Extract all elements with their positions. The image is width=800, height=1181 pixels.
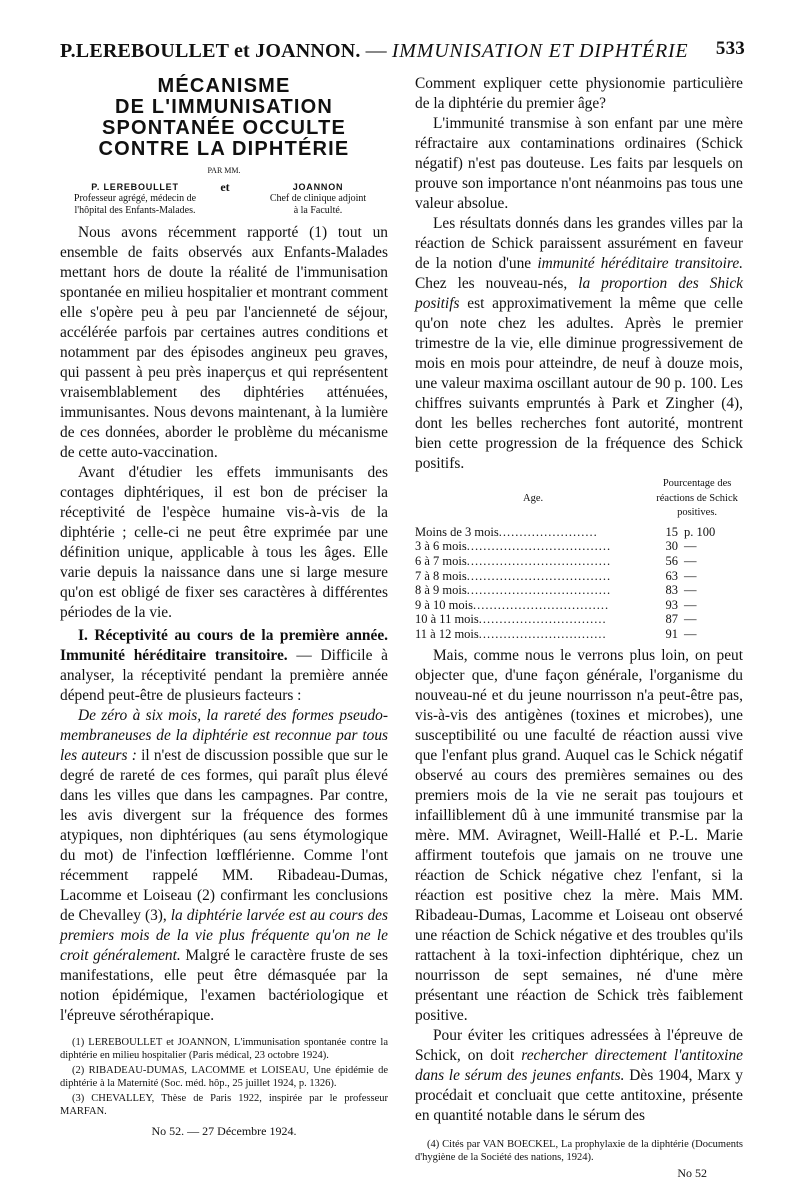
issue-line: No 52. — 27 Décembre 1924. (151, 1124, 297, 1139)
table-row: 10 à 11 mois............................... 87 — (415, 612, 743, 627)
author-2-affil-2: à la Faculté. (293, 205, 343, 216)
row-unit: — (683, 612, 697, 627)
row-value: 30 (665, 539, 678, 554)
row-value: 93 (665, 597, 678, 612)
row-value: 91 (665, 626, 678, 641)
paragraph-text: Pour éviter les critiques adressées à l'épreuve de Schick, on doit (415, 1026, 743, 1064)
table-row: 6 à 7 mois................................... 56 — (415, 554, 743, 569)
table-header-row (415, 476, 743, 525)
table-row: 11 à 12 mois............................... 91 — (415, 627, 743, 642)
title-line: MÉCANISME (157, 75, 291, 97)
row-unit: — (683, 539, 697, 554)
author-2-affil-1: Chef de clinique adjoint (269, 193, 367, 204)
row-unit: — (683, 583, 697, 598)
right-column (415, 74, 743, 1181)
paragraph (415, 214, 743, 474)
row-age: Moins de 3 mois (415, 524, 499, 539)
footnote: (1) LEREBOULLET et JOANNON, L'immunisation spontanée contre la diphtérie en milieu hospitalier (Paris médical, 23 octobre 1924). (60, 1037, 388, 1062)
author-1-affil-2: l'hôpital des Enfants-Malades. (74, 205, 196, 216)
row-age: 8 à 9 mois (415, 583, 467, 598)
italic-text: immunité héréditaire transitoire. (537, 255, 743, 272)
paragraph-text: Dès 1904, Marx y procédait et concluait que cette antitoxine, présente en quantité notable dans le sérum des (415, 1066, 743, 1124)
paragraph-text: Malgré le caractère fruste de ses manifestations, elle peut être démasquée par la notion épidémique, l'examen bactériologique et l'épreuve sérothérapique. (60, 947, 388, 1024)
row-age: 3 à 6 mois (415, 539, 467, 554)
row-unit: — (683, 597, 697, 612)
footnote: (2) RIBADEAU-DUMAS, LACOMME et LOISEAU, Une épidémie de diphtérie à la Maternité (Soc. méd. hôp., 25 juillet 1924, p. 1326). (60, 1064, 388, 1090)
author-2 (248, 181, 388, 217)
table-row: Moins de 3 mois........................ 15 p. 100 (415, 525, 743, 540)
left-column (60, 74, 388, 1139)
table-row: 7 à 8 mois................................... 63 — (415, 569, 743, 584)
row-unit: p. 100 (683, 524, 716, 539)
section-paragraph (60, 626, 388, 706)
row-age: 10 à 11 mois (415, 612, 479, 627)
paragraph: Comment expliquer cette physionomie particulière de la diphtérie du premier âge? (415, 75, 743, 112)
row-unit: — (683, 553, 697, 568)
row-value: 83 (665, 583, 678, 598)
footnotes (60, 1036, 388, 1118)
header-authors: P.LEREBOULLET et JOANNON. (60, 40, 361, 62)
issue-number: No 52 (677, 1166, 707, 1181)
paragraph-text: — Difficile à analyser, la réceptivité pendant la première année dépend peut-être de plusieurs facteurs : (60, 647, 388, 704)
title-line: CONTRE LA DIPHTÉRIE (98, 138, 350, 160)
italic-text: la proportion des Shick positifs (415, 275, 743, 312)
author-2-name: JOANNON (292, 182, 344, 192)
schick-table (415, 476, 743, 642)
table-header-percentage: Pourcentage des réactions de Schick positives. (656, 478, 738, 519)
italic-text: rechercher directement l'antitoxine dans le sérum des jeunes enfants. (415, 1046, 743, 1084)
paragraph: Nous avons récemment rapporté (1) tout un ensemble de faits observés aux Enfants-Malades mettant hors de doute la réalité de l'immunisation spontanée en milieu hospitalier et montrant comment elle s'opère peu à peu par l'ancienneté de séjour, accélérée parfois par certaines autres conditions et notamment par des épisodes angineux peu graves, qui passent à peu près inaperçus et qui représentent vraisemblablement des diphtéries atténuées, immunisantes. Nous devons maintenant, à la lumière de ces données, aborder le problème du mécanisme de cette auto-vaccination. (60, 224, 388, 461)
row-age: 6 à 7 mois (415, 553, 467, 568)
article-title (60, 76, 388, 160)
par-mm: PAR MM. (207, 166, 241, 175)
header-separator: — (365, 38, 387, 62)
author-1-affil-1: Professeur agrégé, médecin de (73, 193, 197, 204)
paragraph (60, 706, 388, 1026)
paragraph (415, 1026, 743, 1126)
author-conjunction: et (220, 180, 230, 194)
row-value: 63 (665, 568, 678, 583)
row-value: 15 (665, 524, 678, 539)
paragraph: L'immunité transmise à son enfant par une mère réfractaire aux contaminations ordinaires (Schick négatif) n'est pas douteuse. Les faits par lesquels on prouve son importance n'ont néanmoins pas tous une valeur absolue. (415, 115, 743, 212)
row-age: 7 à 8 mois (415, 568, 467, 583)
table-header-age: Age. (523, 492, 544, 504)
paragraph-text: il n'est de discussion possible que sur le degré de rareté de ces formes, qui paraît plus élevé dans les villes que dans les campagnes. Par contre, les avis divergent sur la fréquence des formes atypiques, non diphtériques (au sens étymologique du mot) de l'infection lœfflérienne. Comme l'ont récemment rappelé MM. Ribadeau-Dumas, Lacomme et Loiseau (2) confirmant les conclusions de Chevalley (3), (60, 747, 388, 924)
title-line: DE L'IMMUNISATION (114, 96, 334, 118)
row-age: 11 à 12 mois (415, 626, 479, 641)
paragraph: Avant d'étudier les effets immunisants des contages diphtériques, il est bon de préciser la réceptivité de l'espèce humaine vis-à-vis de la diphtérie ; celle-ci ne peut être exprimée par une définition unique, applicable à tous les âges. Elle varie depuis la naissance dans une si large mesure qu'on est obligé de fixer ses caractères à différentes périodes de la vie. (60, 464, 388, 621)
table-row: 3 à 6 mois................................... 30 — (415, 539, 743, 554)
row-unit: — (683, 626, 697, 641)
page-number: 533 (715, 38, 745, 59)
paragraph-text: Chez les nouveau-nés, (415, 275, 579, 292)
table-row: 8 à 9 mois................................... 83 — (415, 583, 743, 598)
footnote: (3) CHEVALLEY, Thèse de Paris 1922, inspirée par le professeur MARFAN. (60, 1092, 388, 1118)
row-value: 87 (665, 612, 678, 627)
row-value: 56 (665, 553, 678, 568)
italic-text: la diphtérie larvée est au cours des premiers mois de la vie plus fréquente qu'on ne le croit généralement. (60, 907, 388, 964)
row-unit: — (683, 568, 697, 583)
paragraph-text: est approximativement la même que celle qu'on note chez les adultes. Après le premier trimestre de la vie, elle diminue progressivement de mois en mois pour atteindre, de neuf à douze mois, une valeur maxima oscillant autour de 90 p. 100. Les chiffres suivants empruntés à Park et Zingher (4), dont les belles recherches font autorité, montrent bien cette progression de la fréquence des Schick positifs. (415, 295, 743, 472)
row-age: 9 à 10 mois (415, 597, 473, 612)
bylines (60, 181, 388, 223)
table-row: 9 à 10 mois................................. 93 — (415, 598, 743, 613)
italic-text: De zéro à six mois, la rareté des formes pseudo-membraneuses de la diphtérie est reconnue par tous les auteurs : (60, 707, 388, 764)
paragraph-text: Les résultats donnés dans les grandes villes par la réaction de Schick paraissent assurément en faveur de la notion d'une (415, 215, 743, 272)
header-running-title: IMMUNISATION ET DIPHTÉRIE (391, 40, 689, 62)
author-1-name: P. LEREBOULLET (91, 182, 179, 192)
section-heading: I. Réceptivité au cours de la première année. Immunité héréditaire transitoire. (60, 627, 388, 664)
title-line: SPONTANÉE OCCULTE (101, 117, 347, 139)
running-header (60, 38, 745, 70)
footnote: (4) Cités par VAN BOECKEL, La prophylaxie de la diphtérie (Documents d'hygiène de la Société des nations, 1924). (415, 1138, 743, 1163)
paragraph: Mais, comme nous le verrons plus loin, on peut objecter que, d'une façon générale, l'organisme du nouveau-né et du jeune nourrisson n'a peut-être pas, vis-à-vis des antigènes (toxines et microbes), une susceptibilité ou une faculté de réaction aussi vive que l'enfant plus grand. Auquel cas le Schick négatif observé au cours des premières semaines ou des premiers mois de la vie ne serait pas toujours et infailliblement dû à une immunité transmise par la mère. MM. Aviragnet, Weill-Hallé et P.-L. Marie affirment toutefois que jamais on ne trouve une réaction de Schick négative chez l'enfant, si la réaction est positive chez la mère. Mais MM. Ribadeau-Dumas, Lacomme et Loiseau ont observé une réaction de Schick négative et des troubles qu'ils rattachent à la toxi-infection diphtérique, chez un nourrisson de sept semaines, né d'une mère présentant une réaction de Schick très faiblement positive. (415, 646, 743, 1024)
author-1 (60, 181, 210, 217)
